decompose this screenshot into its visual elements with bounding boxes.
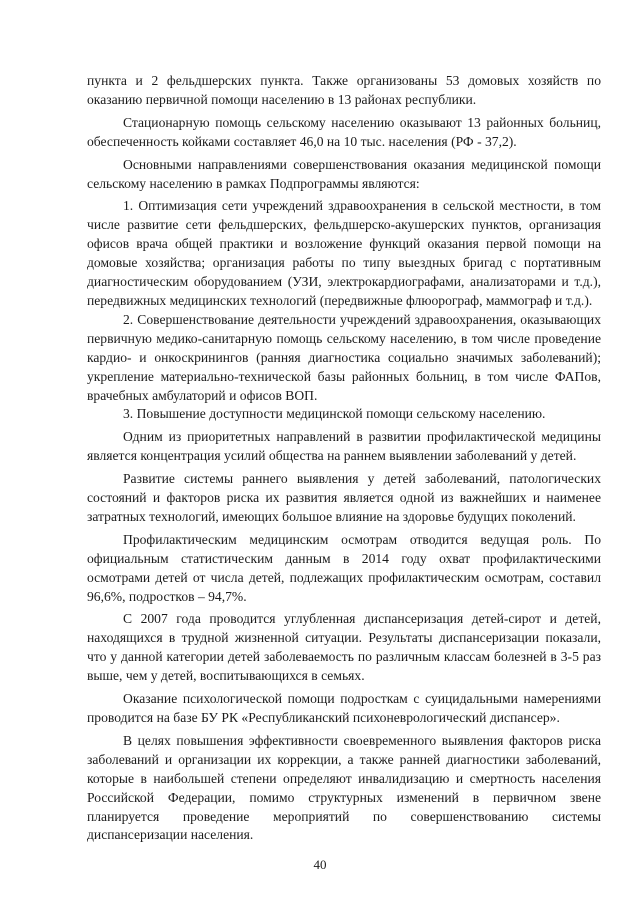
paragraph-8: Развитие системы раннего выявления у детей заболеваний, патологических состояний и факторов риска их развития является одной из важнейших и наименее затратных технологий, имеющих большое влияние на здоровье будущих поколений.: [87, 471, 601, 524]
paragraph-10: С 2007 года проводится углубленная диспансеризация детей-сирот и детей, находящихся в трудной жизненной ситуации. Результаты диспансеризации показали, что у данной категории детей заболеваемость по различным классам болезней в 3-5 раз выше, чем у детей, воспитывающихся в семьях.: [87, 611, 601, 684]
page-number: 40: [313, 857, 327, 872]
paragraph-5: 2. Совершенствование деятельности учреждений здравоохранения, оказывающих первичную медико-санитарную помощь сельскому населению, в том числе проведение кардио- и онкоскринингов (ранняя диагностика социально значимых заболеваний); укрепление материально-технической базы районных больниц, в том числе ФАПов, врачебных амбулаторий и офисов ВОП.: [87, 311, 601, 403]
paragraph-1: пункта и 2 фельдшерских пункта. Также организованы 53 домовых хозяйств по оказанию первичной помощи населению в 13 районах республики.: [87, 73, 601, 107]
paragraph-6: 3. Повышение доступности медицинской помощи сельскому населению.: [123, 406, 546, 422]
paragraph-7: Одним из приоритетных направлений в развитии профилактической медицины является концентрация усилий общества на раннем выявлении заболеваний у детей.: [87, 429, 601, 464]
paragraph-9: Профилактическим медицинским осмотрам отводится ведущая роль. По официальным статистическим данным в 2014 году охват профилактическими осмотрами детей от числа детей, подлежащих профилактическим осмотрам, составил 96,6%, подростков – 94,7%.: [87, 531, 601, 604]
paragraph-2: Стационарную помощь сельскому населению оказывают 13 районных больниц, обеспеченность койками составляет 46,0 на 10 тыс. населения (РФ - 37,2).: [87, 114, 601, 149]
paragraph-4: 1. Оптимизация сети учреждений здравоохранения в сельской местности, в том числе развитие сети фельдшерских, фельдшерско-акушерских пунктов, организация офисов врача общей практики и возложение функций оказания первой помощи на домовые хозяйства; организация работы по типу выездных бригад с портативным диагностическим оборудованием (УЗИ, электрокардиографами, анализаторами и т.д.), передвижных медицинских технологий (передвижные флюорограф, маммограф и т.д.).: [87, 198, 601, 308]
paragraph-12: В целях повышения эффективности своевременного выявления факторов риска заболеваний и организации их коррекции, а также ранней диагностики заболеваний, которые в наибольшей степени определяют инвалидизацию и смертность населения Российской Федерации, помимо структурных изменений в первичном звене планируется проведение мероприятий по совершенствованию системы диспансеризации населения.: [87, 732, 601, 843]
paragraph-3: Основными направлениями совершенствования оказания медицинской помощи сельскому населению в рамках Подпрограммы являются:: [87, 156, 601, 191]
document-body: [87, 72, 601, 845]
paragraph-11: Оказание психологической помощи подросткам с суицидальными намерениями проводится на базе БУ РК «Республиканский психоневрологический диспансер».: [87, 691, 601, 725]
